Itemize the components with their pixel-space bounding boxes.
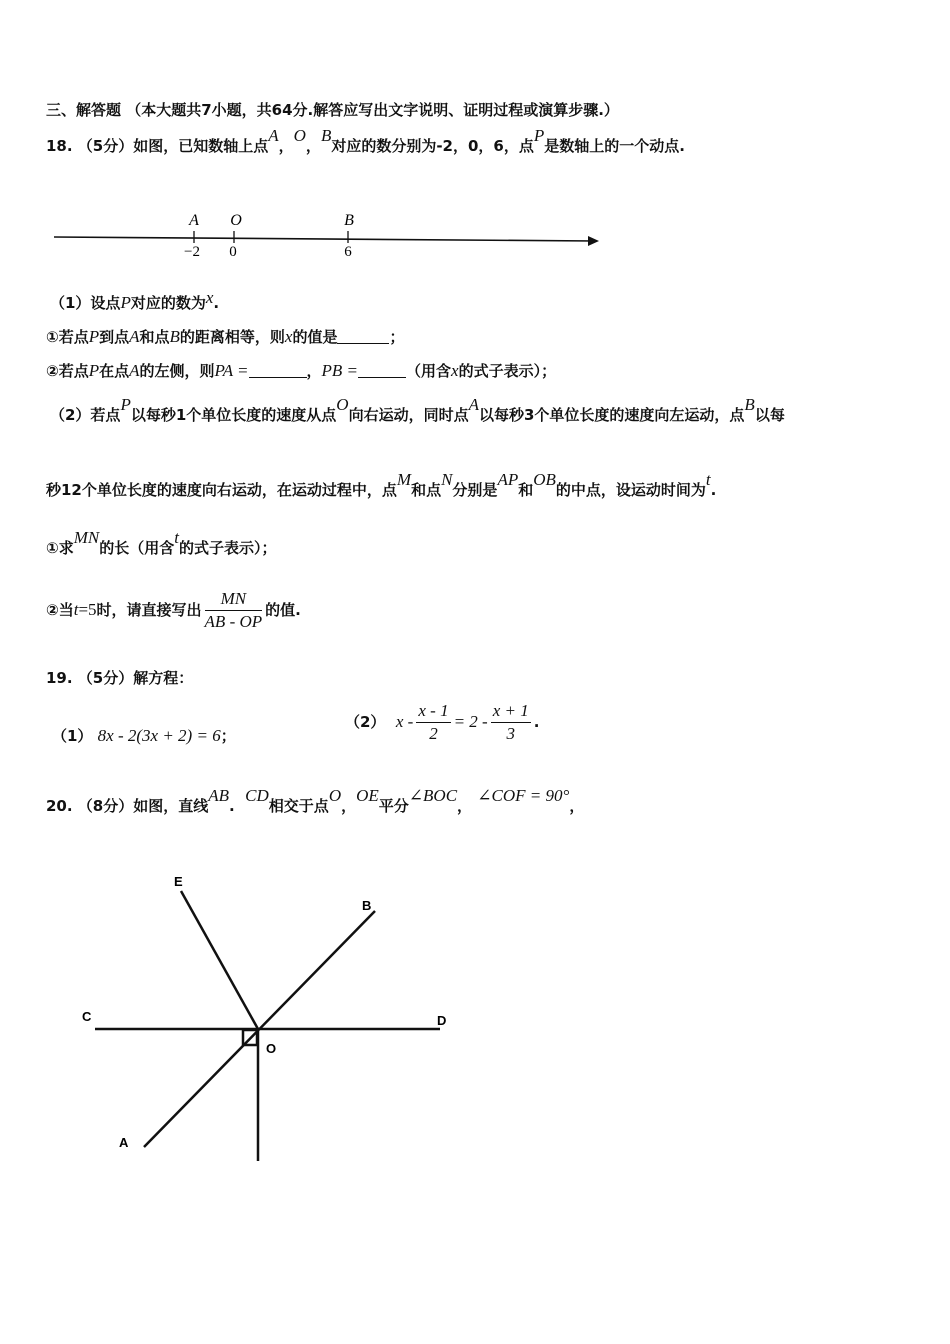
text: 到点 [99, 328, 130, 346]
text: ②当 [46, 601, 74, 619]
fig-label-d: D [437, 1013, 447, 1028]
q18-part2-line2 [46, 470, 717, 500]
text: 的值是 [292, 328, 338, 346]
text: 的长（用含 [99, 539, 175, 557]
text: ①若点 [46, 328, 89, 346]
q19-part2 [345, 702, 539, 743]
value-5: =5 [78, 600, 97, 619]
text: 在点 [99, 362, 130, 380]
var-p: P [88, 327, 100, 346]
q18-part2-line1 [50, 395, 785, 425]
ray-oe: OE [356, 786, 379, 805]
number-line-figure [50, 205, 610, 265]
text: 以每秒3个单位长度的速度向左运动，点 [478, 406, 745, 424]
expr-x-minus: x - [395, 712, 414, 731]
nl-label-a: A [189, 212, 199, 229]
text: 相交于点 [268, 797, 329, 815]
text: ， [341, 797, 357, 815]
q18-part2-1 [46, 528, 277, 558]
text: 分别是 [452, 481, 498, 499]
var-x: x [284, 327, 293, 346]
var-x: x [451, 361, 459, 380]
expr-equals-2-minus: = 2 - [453, 712, 488, 731]
text: ； [220, 727, 236, 745]
ray-oe [181, 891, 258, 1029]
q18-part2-2 [46, 590, 301, 631]
text: 和点 [411, 481, 442, 499]
var-b: B [744, 395, 755, 414]
q18-mid-text: 对应的数分别为-2，0，6，点 [331, 137, 534, 155]
text: 的左侧，则 [139, 362, 215, 380]
fig-label-o: O [266, 1041, 277, 1056]
fig-label-b: B [362, 898, 372, 913]
nl-tick-label-neg2: −2 [184, 244, 200, 260]
answer-blank-pb[interactable] [358, 361, 406, 378]
text: 时，请直接写出 [96, 601, 202, 619]
equation-1: 8x - 2(3x + 2) = 6 [97, 726, 221, 745]
nl-tick-label-6: 6 [344, 244, 352, 260]
fraction-denominator: AB - OP [204, 612, 263, 631]
var-o: O [336, 395, 349, 414]
text: 的式子表示）； [178, 539, 277, 557]
angle-boc: ∠BOC [408, 786, 458, 805]
fraction-numerator: MN [205, 590, 263, 611]
fraction-x-plus-1-over-3 [491, 702, 531, 743]
q18-part1 [50, 288, 220, 313]
q18-part1-2 [46, 361, 556, 381]
text: . [533, 713, 540, 731]
var-p: P [120, 293, 131, 312]
var-b: B [169, 327, 180, 346]
text: ； [389, 328, 405, 346]
text: （用含 [406, 362, 452, 380]
intersecting-lines-figure [70, 860, 470, 1170]
point-o: O [328, 786, 342, 805]
text: （1）设点 [50, 294, 121, 312]
text: 以每秒1个单位长度的速度从点 [130, 406, 337, 424]
point-a-label: A [268, 126, 279, 145]
point-o-label: O [293, 126, 306, 145]
answer-blank[interactable] [337, 327, 389, 344]
text: 和 [518, 481, 534, 499]
text: ②若点 [46, 362, 89, 380]
var-x: x [205, 288, 214, 307]
var-p: P [120, 395, 131, 414]
fig-label-e: E [174, 874, 183, 889]
number-line-arrow [588, 236, 599, 246]
var-mn: MN [73, 528, 100, 547]
comma: ， [278, 137, 294, 155]
nl-label-b: B [344, 212, 354, 229]
fraction-denominator: 3 [506, 724, 515, 743]
q18-part1-1 [46, 327, 405, 347]
expr-pa: PA = [214, 361, 249, 380]
text: 的距离相等，则 [179, 328, 285, 346]
q19-intro: 19. （5分）解方程： [46, 669, 194, 687]
text: 20. （8分）如图，直线 [46, 797, 209, 815]
fraction-x-minus-1-over-2 [416, 702, 450, 743]
text: ， [569, 797, 585, 815]
angle-cof: ∠COF = 90° [477, 786, 570, 805]
var-ob: OB [533, 470, 556, 489]
text: 秒12个单位长度的速度向右运动，在运动过程中，点 [46, 481, 397, 499]
var-a: A [468, 395, 479, 414]
expr-pb: PB = [321, 361, 359, 380]
text: 和点 [139, 328, 170, 346]
part-label: （2） [345, 713, 386, 731]
text: . [213, 294, 220, 312]
var-a: A [129, 361, 140, 380]
comma: ， [305, 137, 321, 155]
text: 的值. [265, 601, 301, 619]
fraction-mn-over-ab-op [205, 590, 263, 631]
part-label: （1） [52, 727, 93, 745]
q19-part1 [52, 726, 236, 746]
nl-tick-label-0: 0 [229, 244, 237, 260]
text: 对应的数为 [130, 294, 206, 312]
text: 以每 [754, 406, 785, 424]
var-p: P [88, 361, 100, 380]
q18-intro [46, 126, 685, 156]
fig-label-a: A [119, 1135, 129, 1150]
q18-intro-text: 18. （5分）如图，已知数轴上点 [46, 137, 269, 155]
var-n: N [441, 470, 453, 489]
text: （2）若点 [50, 406, 121, 424]
text: 向右运动，同时点 [348, 406, 469, 424]
text: ， [306, 362, 322, 380]
var-m: M [396, 470, 412, 489]
text: ， [457, 797, 473, 815]
var-t: t [705, 470, 711, 489]
q20-intro [46, 786, 585, 816]
var-t: t [174, 528, 179, 547]
point-b-label: B [320, 126, 332, 145]
nl-label-o: O [230, 212, 242, 229]
line-cd: CD [245, 786, 269, 805]
text: . [710, 481, 717, 499]
number-line-axis [54, 237, 595, 241]
fraction-denominator: 2 [429, 724, 438, 743]
var-t: t [73, 600, 79, 619]
text: ①求 [46, 539, 74, 557]
var-a: A [129, 327, 140, 346]
text: 的中点，设运动时间为 [555, 481, 706, 499]
text: . [229, 797, 235, 815]
fig-label-c: C [82, 1009, 92, 1024]
section-header: 三、解答题 （本大题共7小题，共64分.解答应写出文字说明、证明过程或演算步骤.） [46, 101, 619, 119]
answer-blank-pa[interactable] [249, 361, 307, 378]
point-p-label: P [533, 126, 545, 145]
line-ab: AB [208, 786, 230, 805]
q18-end-text: 是数轴上的一个动点. [544, 137, 685, 155]
fraction-numerator: x - 1 [416, 702, 450, 723]
fraction-numerator: x + 1 [491, 702, 531, 723]
text: 的式子表示）； [458, 362, 557, 380]
var-ap: AP [497, 470, 519, 489]
text: 平分 [378, 797, 409, 815]
